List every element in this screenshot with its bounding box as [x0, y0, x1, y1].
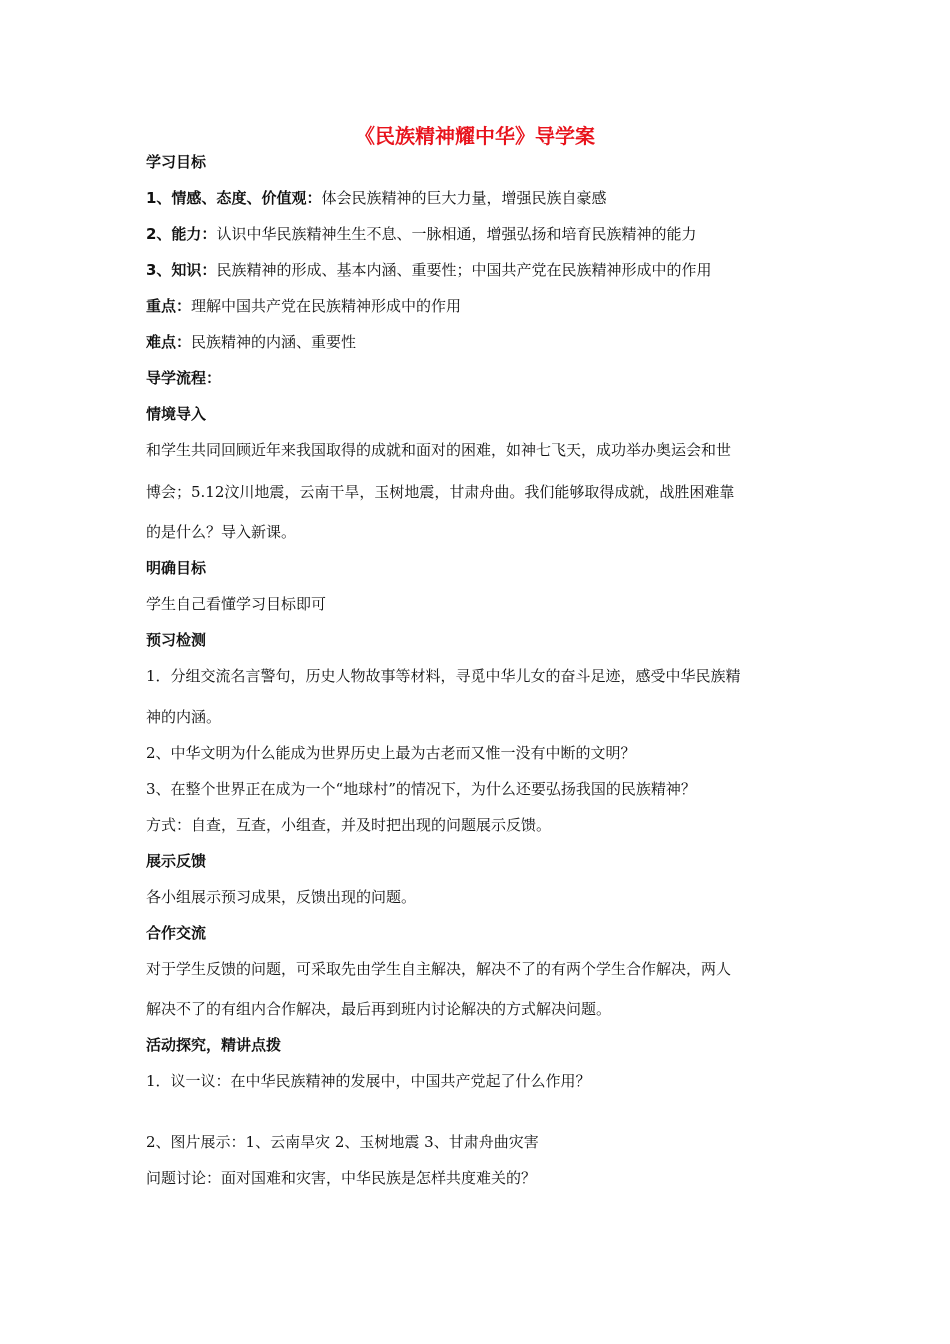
objective-2-text: 认识中华民族精神生生不息、一脉相通，增强弘扬和培育民族精神的能力	[216, 225, 697, 243]
preview-item-3: 3、在整个世界正在成为一个“地球村”的情况下，为什么还要弘扬我国的民族精神？	[146, 780, 696, 798]
objective-2	[146, 223, 826, 245]
objective-1	[146, 187, 826, 209]
objectives-heading: 学习目标	[146, 153, 207, 171]
difficulty-point	[146, 331, 826, 353]
preview-item-1-line-2: 神的内涵。	[146, 708, 222, 726]
document-title: 《民族精神耀中华》导学案	[355, 124, 595, 148]
activity-item-2: 2、图片展示：1、云南旱灾 2、玉树地震 3、甘肃舟曲灾害	[146, 1133, 539, 1151]
objective-3-text: 民族精神的形成、基本内涵、重要性；中国共产党在民族精神形成中的作用	[216, 261, 712, 279]
difficulty-label: 难点：	[146, 333, 192, 351]
coop-line-2: 解决不了的有组内合作解决，最后再到班内讨论解决的方式解决问题。	[146, 1000, 612, 1018]
intro-line-2: 博会；5.12汶川地震，云南干旱，玉树地震，甘肃舟曲。我们能够取得成就，战胜困难靠	[146, 483, 735, 501]
process-heading: 导学流程：	[146, 369, 222, 387]
preview-method: 方式：自查，互查，小组查，并及时把出现的问题展示反馈。	[146, 816, 552, 834]
coop-line-1: 对于学生反馈的问题，可采取先由学生自主解决，解决不了的有两个学生合作解决，两人	[146, 960, 732, 978]
difficulty-text: 民族精神的内涵、重要性	[191, 333, 357, 351]
intro-line-3: 的是什么？导入新课。	[146, 523, 297, 541]
key-point-label: 重点：	[146, 297, 192, 315]
preview-heading: 预习检测	[146, 631, 207, 649]
key-point-text: 理解中国共产党在民族精神形成中的作用	[191, 297, 462, 315]
preview-item-2: 2、中华文明为什么能成为世界历史上最为古老而又惟一没有中断的文明？	[146, 744, 636, 762]
intro-line-1: 和学生共同回顾近年来我国取得的成就和面对的困难，如神七飞天，成功举办奥运会和世	[146, 441, 732, 459]
feedback-heading: 展示反馈	[146, 852, 207, 870]
intro-heading: 情境导入	[146, 405, 207, 423]
goal-text: 学生自己看懂学习目标即可	[146, 595, 327, 613]
activity-question: 问题讨论：面对国难和灾害，中华民族是怎样共度难关的？	[146, 1169, 537, 1187]
objective-3	[146, 259, 826, 281]
feedback-text: 各小组展示预习成果，反馈出现的问题。	[146, 888, 417, 906]
objective-3-label: 3、知识：	[146, 261, 217, 279]
objective-1-text: 体会民族精神的巨大力量，增强民族自豪感	[321, 189, 607, 207]
goal-heading: 明确目标	[146, 559, 207, 577]
objective-2-label: 2、能力：	[146, 225, 217, 243]
coop-heading: 合作交流	[146, 924, 207, 942]
activity-heading: 活动探究，精讲点拨	[146, 1036, 282, 1054]
activity-item-1: 1．议一议：在中华民族精神的发展中，中国共产党起了什么作用？	[146, 1072, 591, 1090]
objective-1-label: 1、情感、态度、价值观：	[146, 189, 322, 207]
preview-item-1-line-1: 1．分组交流名言警句，历史人物故事等材料，寻觅中华儿女的奋斗足迹，感受中华民族精	[146, 667, 741, 685]
key-point	[146, 295, 826, 317]
